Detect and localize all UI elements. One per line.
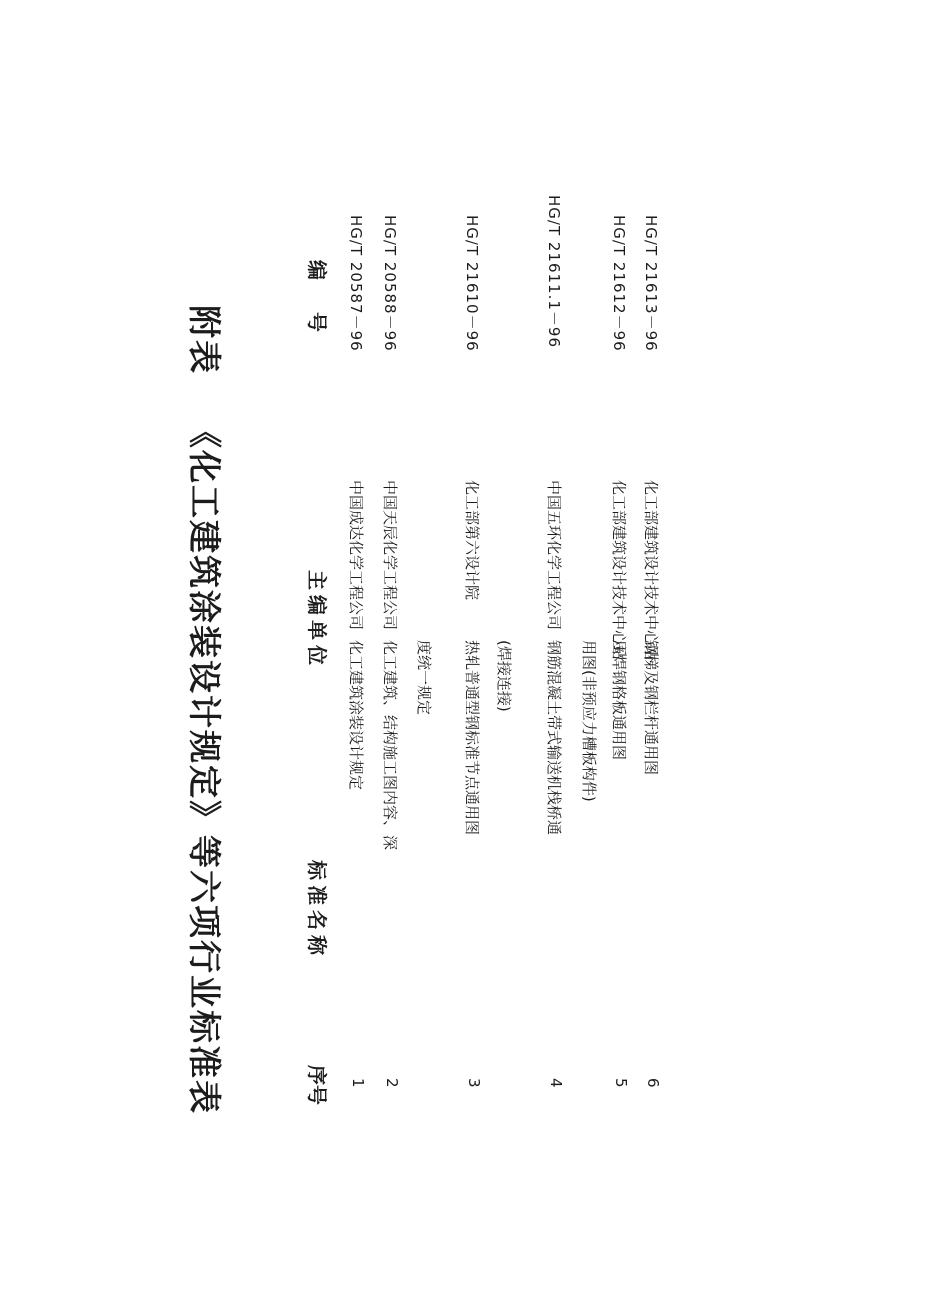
row-2-name: 化工建筑、结构施工图内容、深 xyxy=(381,640,399,851)
header-no: 序号 xyxy=(305,1065,329,1105)
row-6-code: HG/T 21613－96 xyxy=(642,215,660,352)
appendix-label: 附表 xyxy=(185,305,224,375)
row-1-no: 1 xyxy=(349,1078,367,1088)
row-5-code: HG/T 21612－96 xyxy=(610,215,628,352)
row-2-unit: 中国天辰化学工程公司 xyxy=(381,480,399,631)
row-3-code: HG/T 21610－96 xyxy=(463,215,481,352)
row-1-name: 化工建筑涂装设计规定 xyxy=(347,640,365,791)
row-2-name-2: 度统一规定 xyxy=(415,640,433,716)
row-5-no: 5 xyxy=(612,1078,630,1088)
row-4-name: 钢筋混凝土带式输送机栈桥通 xyxy=(545,640,563,836)
row-6-name: 钢梯及钢栏杆通用图 xyxy=(642,640,660,776)
row-2-code: HG/T 20588－96 xyxy=(381,215,399,352)
header-unit: 主编单位 xyxy=(305,570,329,670)
row-4-unit: 中国五环化学工程公司 xyxy=(545,480,563,631)
row-5-name: 压焊钢格板通用图 xyxy=(610,640,628,761)
row-4-name-2: 用图(非预应力槽板构件) xyxy=(580,640,598,802)
row-3-name-2: (焊接连接) xyxy=(495,640,513,712)
row-3-no: 3 xyxy=(465,1078,483,1088)
row-6-no: 6 xyxy=(644,1078,662,1088)
row-3-unit: 化工部第六设计院 xyxy=(463,480,481,601)
header-name: 标准名称 xyxy=(305,860,329,960)
row-1-unit: 中国成达化学工程公司 xyxy=(347,480,365,631)
row-6-unit: 化工部建筑设计技术中心站 xyxy=(642,480,660,661)
row-5-unit: 化工部建筑设计技术中心站 xyxy=(610,480,628,661)
row-4-no: 4 xyxy=(547,1078,565,1088)
row-1-code: HG/T 20587－96 xyxy=(347,215,365,352)
row-2-no: 2 xyxy=(383,1078,401,1088)
document-title xyxy=(183,305,230,1115)
row-3-name: 热轧普通型钢标准节点通用图 xyxy=(463,640,481,836)
title-text: 《化工建筑涂装设计规定》等六项行业标准表 xyxy=(185,415,224,1115)
row-4-code: HG/T 21611.1－96 xyxy=(545,195,563,349)
header-code: 编号 xyxy=(305,260,329,364)
